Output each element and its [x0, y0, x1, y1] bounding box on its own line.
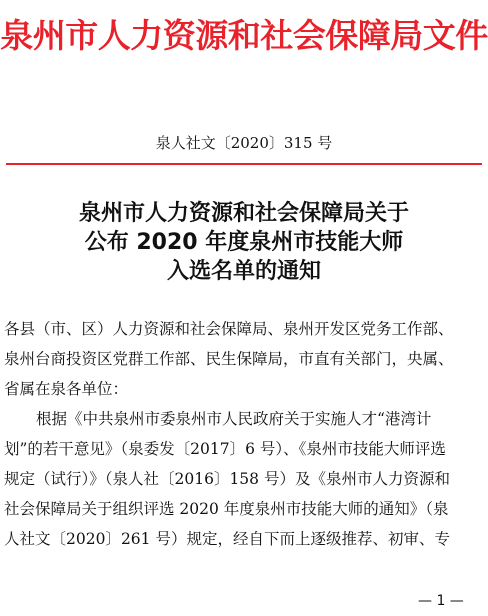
paragraph-line: 人社文〔2020〕261 号）规定，经自下而上逐级推荐、初审、专: [4, 530, 450, 548]
paragraph-line: 划”的若干意见》（泉委发〔2017〕6 号）、《泉州市技能大师评选: [4, 440, 446, 458]
addressee-line: 各县（市、区）人力资源和社会保障局、泉州开发区党务工作部、: [4, 320, 454, 338]
paragraph-line: 规定（试行）》（泉人社〔2016〕158 号）及《泉州市人力资源和: [4, 470, 450, 488]
notice-title-line: 泉州市人力资源和社会保障局关于: [78, 201, 409, 226]
red-divider-rule: [6, 163, 482, 165]
page-footer: [0, 590, 488, 612]
document-number: 泉人社文〔2020〕315 号: [155, 134, 333, 152]
addressee-line: 泉州台商投资区党群工作部、民生保障局，市直有关部门，央属、: [4, 350, 454, 368]
notice-title: [0, 199, 488, 286]
paragraph-line: 根据《中共泉州市委泉州市人民政府关于实施人才“港湾计: [36, 410, 432, 428]
notice-title-line: 公布 2020 年度泉州市技能大师: [84, 230, 404, 255]
page-number: — 1 —: [418, 593, 464, 609]
paragraph-line: 社会保障局关于组织评选 2020 年度泉州市技能大师的通知》（泉: [4, 500, 449, 518]
notice-title-line: 入选名单的通知: [166, 259, 321, 284]
addressee-line: 省属在泉各单位：: [4, 380, 129, 398]
document-masthead: 泉州市人力资源和社会保障局文件: [0, 16, 488, 55]
